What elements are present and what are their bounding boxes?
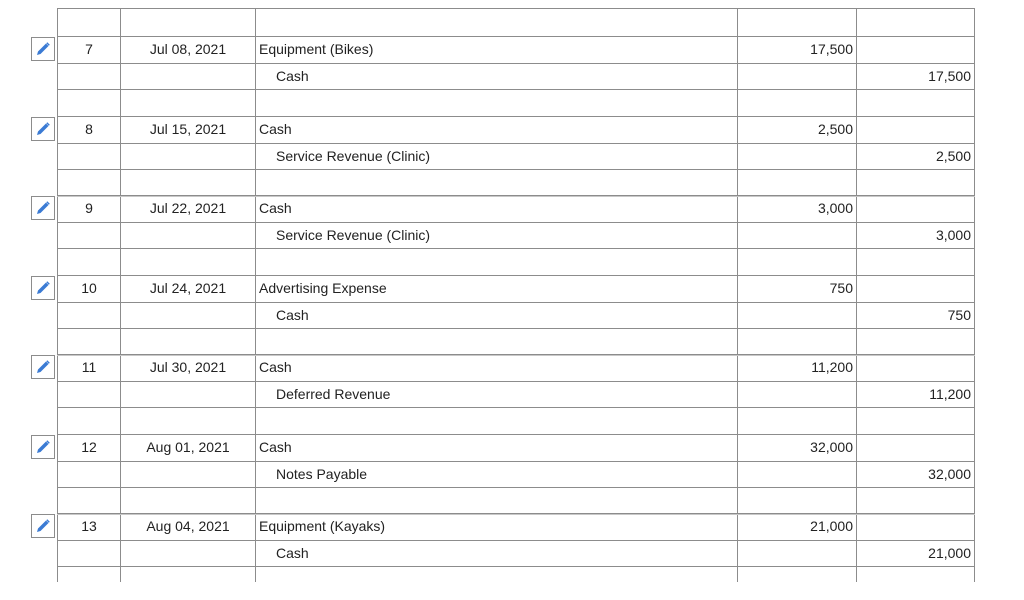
edit-entry-button[interactable]: [31, 276, 55, 300]
credit-account: Cash: [276, 307, 309, 323]
entry-date: Jul 22, 2021: [149, 200, 227, 216]
entry-number: 13: [81, 518, 97, 534]
pencil-icon: [35, 280, 51, 296]
entry-date: Jul 08, 2021: [149, 41, 227, 57]
pencil-icon: [35, 41, 51, 57]
grid-line-horizontal: [57, 381, 975, 382]
pencil-icon: [35, 359, 51, 375]
debit-amount: 750: [829, 280, 853, 296]
credit-amount: 3,000: [935, 227, 971, 243]
grid-line-vertical: [255, 8, 256, 582]
credit-amount: 2,500: [935, 148, 971, 164]
entry-number: 8: [85, 121, 93, 137]
grid-line-horizontal: [57, 143, 975, 144]
grid-line-horizontal: [57, 63, 975, 64]
credit-amount: 750: [947, 307, 971, 323]
debit-amount: 17,500: [810, 41, 853, 57]
debit-account: Equipment (Kayaks): [259, 518, 386, 534]
entry-date: Jul 15, 2021: [149, 121, 227, 137]
debit-account: Cash: [259, 439, 292, 455]
entry-date: Jul 24, 2021: [149, 280, 227, 296]
debit-account: Cash: [259, 200, 292, 216]
grid-line-horizontal: [57, 566, 975, 567]
debit-amount: 3,000: [817, 200, 853, 216]
debit-account: Cash: [259, 359, 292, 375]
entry-date: Aug 01, 2021: [146, 439, 230, 455]
credit-amount: 21,000: [928, 545, 971, 561]
edit-entry-button[interactable]: [31, 355, 55, 379]
edit-entry-button[interactable]: [31, 435, 55, 459]
grid-line-vertical: [856, 8, 857, 582]
edit-entry-button[interactable]: [31, 514, 55, 538]
edit-entry-button[interactable]: [31, 196, 55, 220]
grid-line-horizontal: [57, 169, 975, 170]
pencil-icon: [35, 200, 51, 216]
grid-line-horizontal: [57, 461, 975, 462]
entry-number: 9: [85, 200, 93, 216]
entry-date: Aug 04, 2021: [146, 518, 230, 534]
entry-number: 7: [85, 41, 93, 57]
grid-line-horizontal: [57, 8, 975, 9]
debit-amount: 32,000: [810, 439, 853, 455]
debit-amount: 2,500: [817, 121, 853, 137]
grid-line-horizontal: [57, 487, 975, 488]
credit-account: Service Revenue (Clinic): [276, 148, 431, 164]
credit-account: Deferred Revenue: [276, 386, 391, 402]
debit-account: Advertising Expense: [259, 280, 387, 296]
debit-amount: 21,000: [810, 518, 853, 534]
grid-line-horizontal: [57, 302, 975, 303]
edit-entry-button[interactable]: [31, 37, 55, 61]
edit-entry-button[interactable]: [31, 117, 55, 141]
grid-line-horizontal: [57, 328, 975, 329]
credit-account: Service Revenue (Clinic): [276, 227, 431, 243]
pencil-icon: [35, 439, 51, 455]
entry-number: 12: [81, 439, 97, 455]
entry-number: 10: [81, 280, 97, 296]
credit-amount: 11,200: [929, 386, 971, 402]
credit-account: Cash: [276, 545, 309, 561]
grid-line-vertical: [974, 8, 975, 582]
entry-number: 11: [81, 359, 97, 375]
grid-line-horizontal: [57, 222, 975, 223]
pencil-icon: [35, 121, 51, 137]
debit-account: Cash: [259, 121, 292, 137]
credit-amount: 32,000: [928, 466, 971, 482]
credit-account: Notes Payable: [276, 466, 368, 482]
entry-date: Jul 30, 2021: [149, 359, 227, 375]
grid-line-horizontal: [57, 407, 975, 408]
pencil-icon: [35, 518, 51, 534]
grid-line-horizontal: [57, 248, 975, 249]
debit-account: Equipment (Bikes): [259, 41, 374, 57]
grid-line-horizontal: [57, 89, 975, 90]
grid-line-horizontal: [57, 540, 975, 541]
credit-amount: 17,500: [928, 68, 971, 84]
credit-account: Cash: [276, 68, 309, 84]
debit-amount: 11,200: [811, 359, 853, 375]
